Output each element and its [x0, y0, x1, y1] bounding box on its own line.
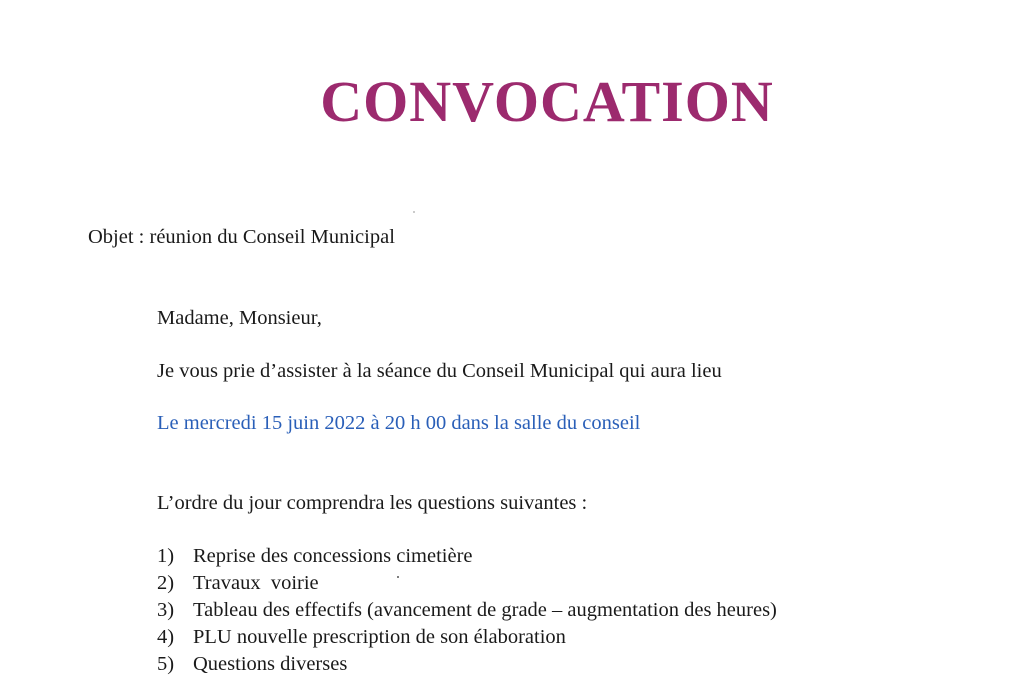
agenda-item-number: 4) — [157, 626, 175, 648]
invitation-text: Je vous prie d’assister à la séance du Conseil Municipal qui aura lieu — [157, 360, 722, 382]
agenda-item-text: Questions diverses — [193, 653, 348, 675]
agenda-item-text: Reprise des concessions cimetière — [193, 545, 473, 567]
scan-speck — [413, 211, 415, 213]
agenda-item-number: 1) — [157, 545, 175, 567]
object-line: Objet : réunion du Conseil Municipal — [88, 226, 395, 248]
agenda-item — [157, 570, 777, 597]
agenda-item — [157, 597, 777, 624]
agenda-item-number: 2) — [157, 572, 175, 594]
agenda-item — [157, 624, 777, 651]
agenda-item-text: Tableau des effectifs (avancement de grade – augmentation des heures) — [193, 599, 777, 621]
scan-speck — [397, 576, 399, 578]
agenda-item-text: PLU nouvelle prescription de son élaboration — [193, 626, 566, 648]
agenda-item-text: Travaux voirie — [193, 572, 319, 594]
agenda-item — [157, 543, 777, 570]
agenda-intro: L’ordre du jour comprendra les questions suivantes : — [157, 492, 588, 514]
agenda-list — [157, 543, 777, 678]
agenda-item-number: 3) — [157, 599, 175, 621]
agenda-item-number: 5) — [157, 653, 175, 675]
salutation: Madame, Monsieur, — [157, 307, 322, 329]
document-title: CONVOCATION — [320, 69, 774, 134]
agenda-item — [157, 651, 777, 678]
meeting-date-line: Le mercredi 15 juin 2022 à 20 h 00 dans la salle du conseil — [157, 412, 641, 434]
